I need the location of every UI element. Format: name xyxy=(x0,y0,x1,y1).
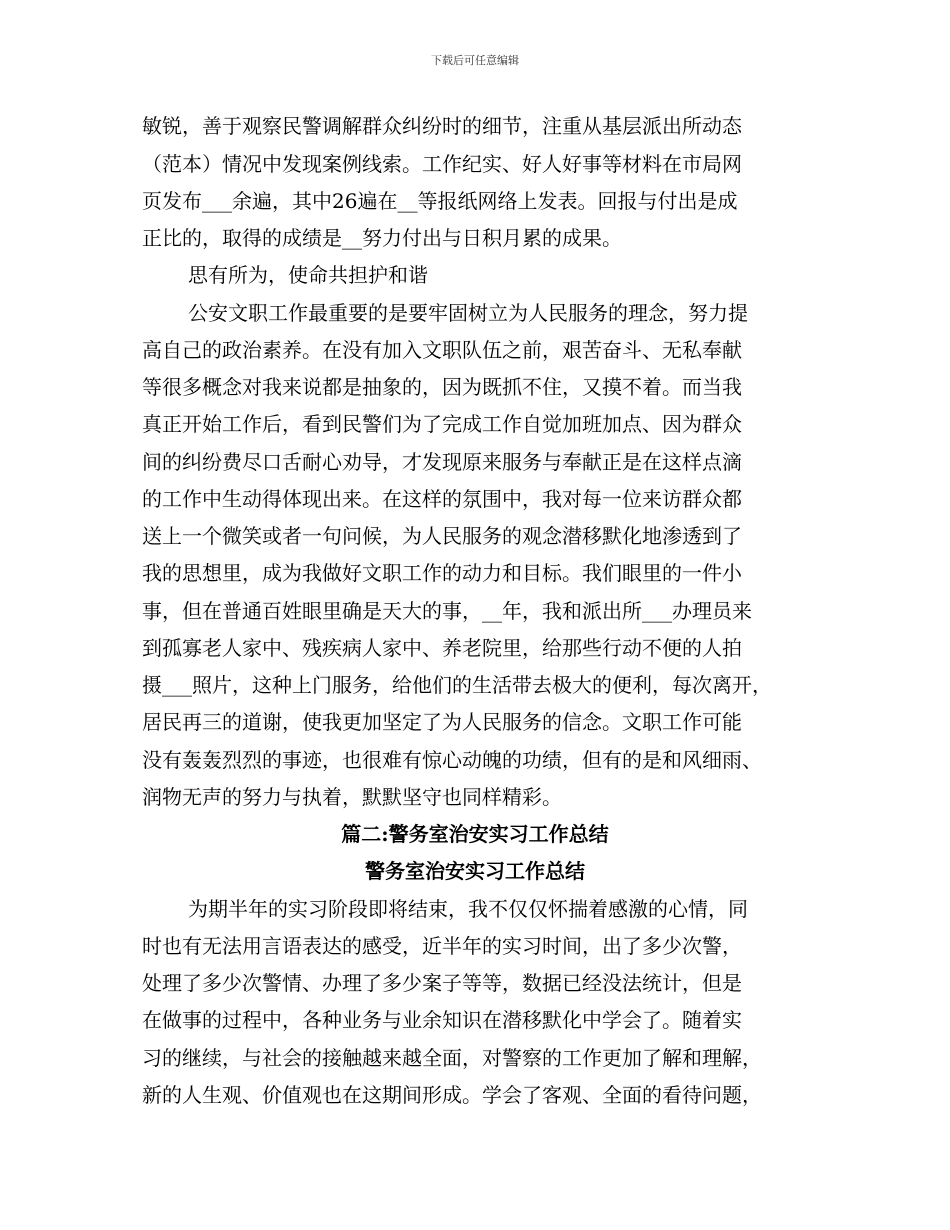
text-line: 送上一个微笑或者一句问候，为人民服务的观念潜移默化地渗透到了 xyxy=(142,524,742,548)
text-line: （范本）情况中发现案例线索。工作纪实、好人好事等材料在市局网 xyxy=(142,152,742,176)
text-line: 的工作中生动得体现出来。在这样的氛围中，我对每一位来访群众都 xyxy=(142,487,742,511)
section-subheading: 思有所为，使命共担护和谐 xyxy=(188,263,428,287)
text-line: 润物无声的努力与执着，默默坚守也同样精彩。 xyxy=(142,785,562,809)
text-line: 正比的，取得的成绩是__努力付出与日积月累的成果。 xyxy=(142,226,622,250)
text-line: 为期半年的实习阶段即将结束，我不仅仅怀揣着感激的心情，同 xyxy=(188,897,748,921)
text-line: 页发布___余遍，其中26遍在__等报纸网络上发表。回报与付出是成 xyxy=(142,189,738,213)
text-line: 事，但在普通百姓眼里确是天大的事，__年，我和派出所___办理员来 xyxy=(142,599,752,623)
text-line: 等很多概念对我来说都是抽象的，因为既抓不住，又摸不着。而当我 xyxy=(142,375,742,399)
text-line: 习的继续，与社会的接触越来越全面，对警察的工作更加了解和理解， xyxy=(142,1046,762,1070)
text-line: 时也有无法用言语表达的感受，近半年的实习时间，出了多少次警， xyxy=(142,934,742,958)
text-line: 高自己的政治素养。在没有加入文职队伍之前，艰苦奋斗、无私奉献 xyxy=(142,338,742,362)
text-line: 真正开始工作后，看到民警们为了完成工作自觉加班加点、因为群众 xyxy=(142,412,742,436)
section-heading: 篇二:警务室治安实习工作总结 xyxy=(341,822,609,846)
text-line: 在做事的过程中，各种业务与业余知识在潜移默化中学会了。随着实 xyxy=(142,1008,742,1032)
text-line: 摄___照片，这种上门服务，给他们的生活带去极大的便利，每次离开， xyxy=(142,673,772,697)
text-line: 敏锐，善于观察民警调解群众纠纷时的细节，注重从基层派出所动态 xyxy=(142,114,742,138)
document-title: 警务室治安实习工作总结 xyxy=(365,859,585,883)
text-line: 没有轰轰烈烈的事迹，也很难有惊心动魄的功绩，但有的是和风细雨、 xyxy=(142,748,762,772)
text-line: 我的思想里，成为我做好文职工作的动力和目标。我们眼里的一件小 xyxy=(142,561,742,585)
text-line: 处理了多少次警情、办理了多少案子等等，数据已经没法统计，但是 xyxy=(142,971,742,995)
text-line: 新的人生观、价值观也在这期间形成。学会了客观、全面的看待问题， xyxy=(142,1083,762,1107)
page-header: 下载后可任意编辑 xyxy=(431,54,519,67)
text-line: 到孤寡老人家中、残疾病人家中、养老院里，给那些行动不便的人拍 xyxy=(142,636,742,660)
text-line: 居民再三的道谢，使我更加坚定了为人民服务的信念。文职工作可能 xyxy=(142,710,742,734)
text-line: 公安文职工作最重要的是要牢固树立为人民服务的理念，努力提 xyxy=(188,301,748,325)
text-line: 间的纠纷费尽口舌耐心劝导，才发现原来服务与奉献正是在这样点滴 xyxy=(142,450,742,474)
